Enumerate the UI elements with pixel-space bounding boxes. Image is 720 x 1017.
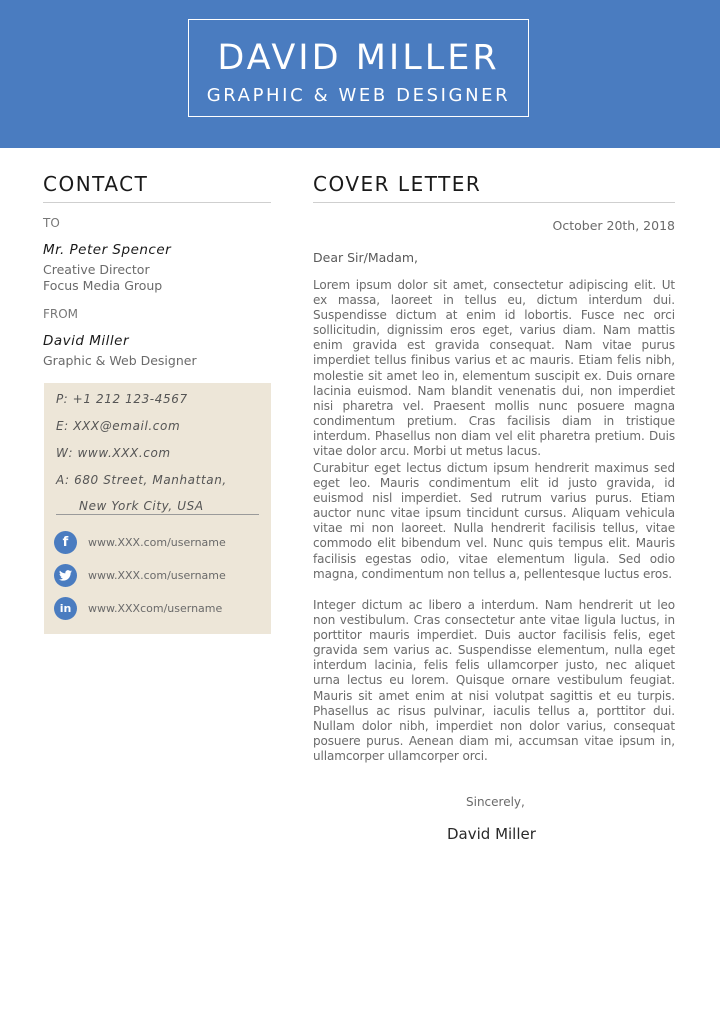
facebook-url: www.XXX.com/username	[88, 535, 226, 549]
letter-paragraph-2: Curabitur eget lectus dictum ipsum hendrerit maximus sed eget leo. Mauris condimentum elit id justo gravida, id euismod nisl imperdiet. Sed rutrum varius purus. Etiam auctor nunc vitae ipsum tincidunt cursus. Aliquam vehicula vitae mi non laoreet. Nulla hendrerit facilisis tellus, vitae commodo elit bibendum vel. Nunc quis tempus elit. Mauris facilisis egestas odio, vitae elementum ligula. Sed odio magna, condimentum non tellus a, pellentesque luctus eros.	[313, 461, 675, 581]
social-twitter[interactable]	[54, 563, 226, 587]
applicant-title: GRAPHIC & WEB DESIGNER	[206, 85, 511, 106]
closing: Sincerely,	[466, 795, 525, 809]
email-line[interactable]: E: XXX@email.com	[56, 419, 181, 433]
cover-letter-heading: COVER LETTER	[313, 172, 675, 203]
twitter-url: www.XXX.com/username	[88, 568, 226, 582]
address-line-1: A: 680 Street, Manhattan,	[56, 473, 227, 487]
recipient-role: Creative Director	[43, 262, 150, 277]
name-box	[188, 19, 529, 117]
address-line-2: New York City, USA	[79, 499, 204, 513]
facebook-icon: f	[54, 531, 77, 554]
signature: David Miller	[447, 825, 536, 843]
phone-line: P: +1 212 123-4567	[56, 392, 188, 406]
sender-name: David Miller	[43, 333, 130, 349]
linkedin-url: www.XXXcom/username	[88, 601, 223, 615]
from-label: FROM	[43, 307, 79, 321]
website-line[interactable]: W: www.XXX.com	[56, 446, 171, 460]
contact-divider	[56, 514, 259, 515]
social-facebook[interactable]	[54, 530, 226, 554]
linkedin-icon: in	[54, 597, 77, 620]
social-linkedin[interactable]	[54, 596, 222, 620]
letter-date: October 20th, 2018	[552, 218, 675, 233]
sender-role: Graphic & Web Designer	[43, 353, 197, 368]
recipient-name: Mr. Peter Spencer	[43, 242, 172, 258]
letter-paragraph-3: Integer dictum ac libero a interdum. Nam hendrerit ut leo non vestibulum. Cras consectetur ante vitae ligula luctus, in porttitor mauris imperdiet. Duis auctor facilisis felis, eget gravida sem varius ac. Suspendisse elementum, nulla eget interdum lacinia, felis felis ullamcorper justo, nec aliquet urna lectus eu lorem. Quisque ornare vestibulum feugiat. Mauris sit amet enim at nisi volutpat sagittis et eu turpis. Phasellus ac risus pulvinar, iaculis tellus a, porttitor dui. Nullam dolor nibh, imperdiet non dolor varius, consequat posuere purus. Aenean diam mi, accumsan vitae ipsum in, ullamcorper ullamcorper orci.	[313, 598, 675, 763]
header-banner	[0, 0, 720, 148]
to-label: TO	[43, 216, 60, 230]
twitter-icon	[54, 564, 77, 587]
applicant-name: DAVID MILLER	[217, 38, 500, 78]
salutation: Dear Sir/Madam,	[313, 250, 419, 265]
recipient-company: Focus Media Group	[43, 278, 163, 293]
contact-heading: CONTACT	[43, 172, 271, 203]
letter-paragraph-1: Lorem ipsum dolor sit amet, consectetur adipiscing elit. Ut ex massa, laoreet in tellus eu, dictum interdum dui. Suspendisse dictum at enim id lobortis. Fusce nec orci sollicitudin, dignissim eros eget, varius diam. Nam mattis enim gravida est gravida consequat. Nam vitae purus imperdiet tellus finibus varius et ac mauris. Etiam felis nibh, molestie sit amet leo in, elementum suscipit ex. Duis ornare lacinia euismod. Nam blandit venenatis dui, non imperdiet nisi pharetra vel. Praesent mollis nunc posuere magna condimentum pretium. Cras facilisis diam in tristique interdum. Phasellus non diam vel elit pharetra pretium. Duis vitae dolor arcu. Morbi ut metus lacus.	[313, 278, 675, 459]
contact-details-box	[44, 383, 271, 634]
